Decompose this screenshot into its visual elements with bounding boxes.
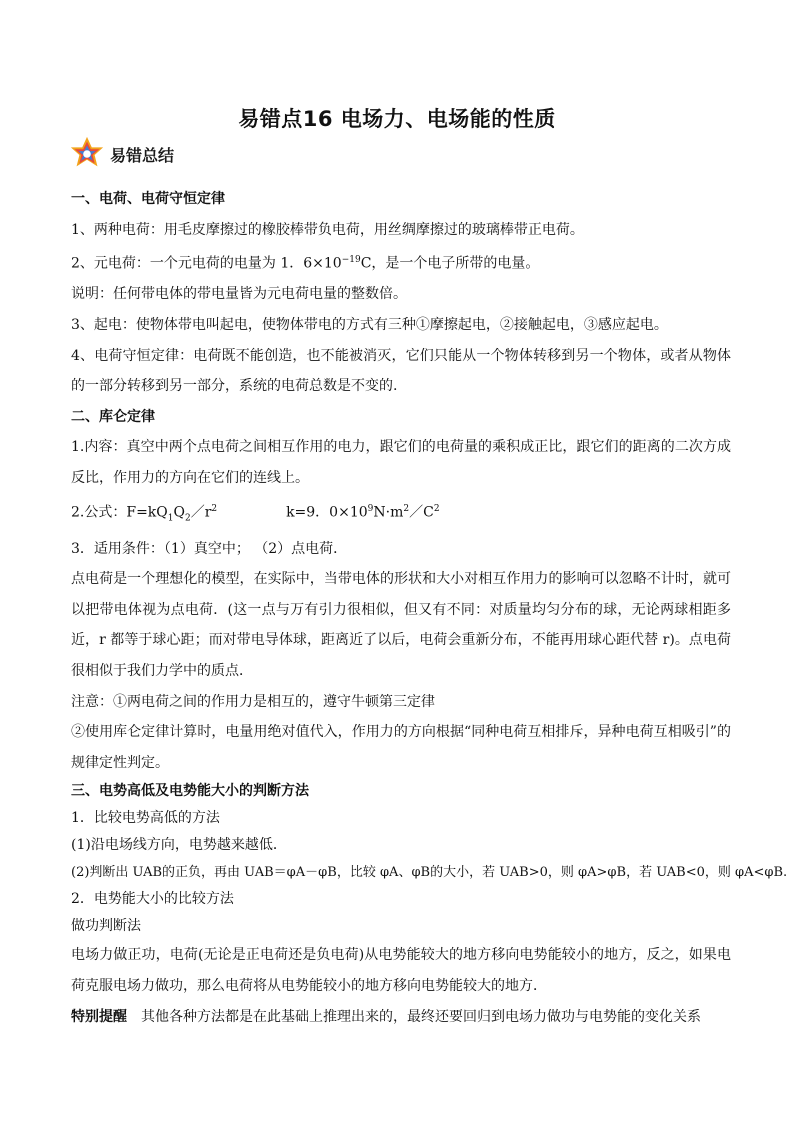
paragraph-elementary-charge: 2、元电荷：一个元电荷的电量为 1．$6\times 10^{-19}C$，是一个电子所带的电量。 <box>71 255 540 272</box>
paragraph: 3．适用条件：（1）真空中； （2）点电荷． <box>71 540 348 557</box>
paragraph-special-note: 特别提醒 其他各种方法都是在此基础上推理出来的，最终还要回归到电场力做功与电势能的变化关系 <box>71 1008 701 1025</box>
paragraph: 4、电荷守恒定律：电荷既不能创造，也不能被消灭，它们只能从一个物体转移到另一个物体，或者从物体的一部分转移到另一部分，系统的电荷总数是不变的. <box>71 347 731 395</box>
paragraph-note: 注意：①两电荷之间的作用力是相互的，遵守牛顿第三定律 <box>71 693 435 710</box>
paragraph-potential-compare: (2)判断出 UAB的正负，再由 UAB＝φA－φB，比较 φA、φB的大小，若 UAB>0，则 φA>φB，若 UAB<0，则 φA<φB. <box>71 865 788 881</box>
section-2-heading: 二、库仑定律 <box>71 408 155 425</box>
paragraph: 电场力做正功，电荷(无论是正电荷还是负电荷)从电势能较大的地方移向电势能较小的地方，反之，如果电荷克服电场力做功，那么电荷将从电势能较小的地方移向电势能较大的地方． <box>71 947 731 994</box>
paragraph: 1．比较电势高低的方法 <box>71 810 220 827</box>
paragraph: 做功判断法 <box>71 918 141 935</box>
star-badge-icon <box>68 135 106 173</box>
content-body <box>71 184 788 1032</box>
section-1-heading: 一、电荷、电荷守恒定律 <box>71 191 225 207</box>
paragraph: ②使用库仑定律计算时，电量用绝对值代入，作用力的方向根据“同种电荷互相排斥，异种电荷互相吸引”的规律定性判定。 <box>71 724 731 771</box>
summary-header <box>68 134 174 174</box>
page-title: 易错点16 电场力、电场能的性质 <box>238 107 556 131</box>
coulomb-formula: 2.公式：$F=kQ_1Q_2/r^2$ k=9．$0\times 10^9N\cdot m^2/C^2$ <box>71 503 440 524</box>
section-3-heading: 三、电势高低及电势能大小的判断方法 <box>71 783 309 800</box>
paragraph: (1)沿电场线方向，电势越来越低． <box>71 837 287 854</box>
summary-label: 易错总结 <box>110 145 175 165</box>
paragraph: 1.内容：真空中两个点电荷之间相互作用的电力，跟它们的电荷量的乘积成正比，跟它们的距离的二次方成反比，作用力的方向在它们的连线上。 <box>71 439 731 486</box>
paragraph-point-charge: 点电荷是一个理想化的模型，在实际中，当带电体的形状和大小对相互作用力的影响可以忽略不计时，就可以把带电体视为点电荷．(这一点与万有引力很相似，但又有不同：对质量均匀分布的球，无论两球相距多近，r 都等于球心距；而对带电导体球，距离近了以后，电荷会重新分布，不能再用球心距代替 r)。点电荷很相似于我们力学中的质点． <box>71 571 731 680</box>
paragraph: 说明：任何带电体的带电量皆为元电荷电量的整数倍。 <box>71 286 407 303</box>
paragraph: 2．电势能大小的比较方法 <box>71 891 234 908</box>
paragraph: 3、起电：使物体带电叫起电，使物体带电的方式有三种①摩擦起电，②接触起电，③感应起电。 <box>71 317 668 334</box>
paragraph: 1、两种电荷：用毛皮摩擦过的橡胶棒带负电荷，用丝绸摩擦过的玻璃棒带正电荷。 <box>71 221 584 238</box>
